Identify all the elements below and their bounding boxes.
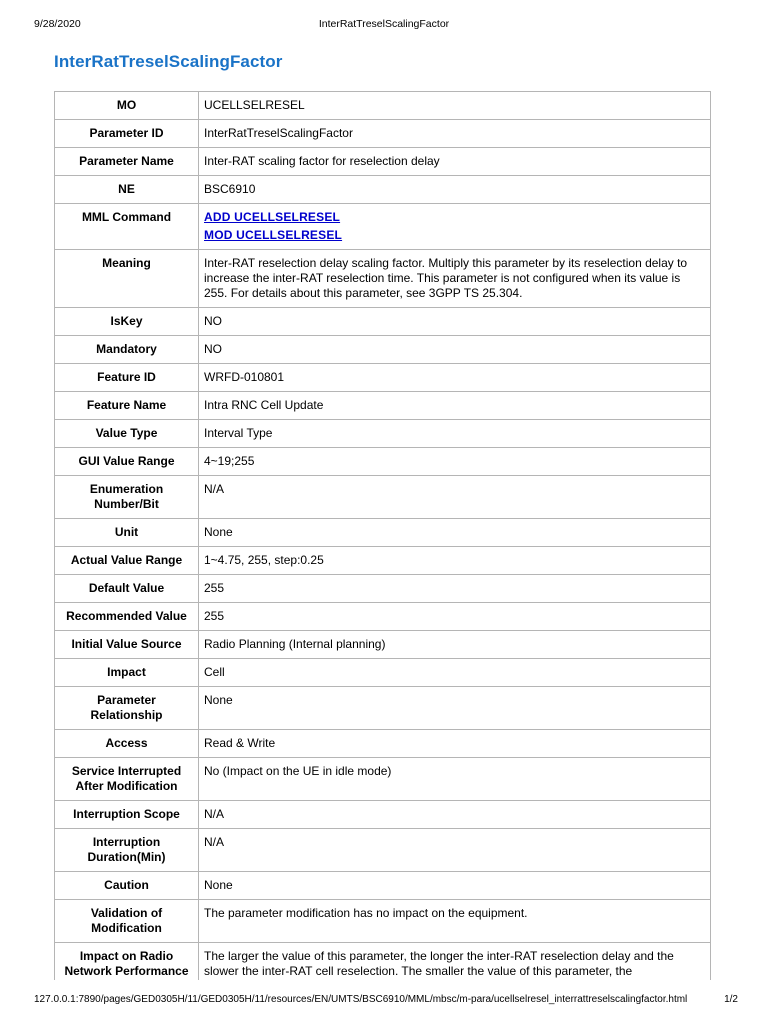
row-value: None	[199, 687, 711, 730]
row-label: Validation of Modification	[55, 900, 199, 943]
page-number: 1/2	[724, 994, 738, 1005]
table-row	[55, 943, 711, 981]
page-url: 127.0.0.1:7890/pages/GED0305H/11/GED0305H/11/resources/EN/UMTS/BSC6910/MML/mbsc/m-para/ucellselresel_interrattreselscalingfactor.html	[34, 994, 688, 1005]
row-value: No (Impact on the UE in idle mode)	[199, 758, 711, 801]
table-row	[55, 575, 711, 603]
row-label: Access	[55, 730, 199, 758]
row-value: WRFD-010801	[199, 364, 711, 392]
table-row	[55, 336, 711, 364]
row-label: Interruption Duration(Min)	[55, 829, 199, 872]
row-value: Radio Planning (Internal planning)	[199, 631, 711, 659]
row-value: UCELLSELRESEL	[199, 92, 711, 120]
row-value: The parameter modification has no impact on the equipment.	[199, 900, 711, 943]
row-label: MO	[55, 92, 199, 120]
table-row	[55, 204, 711, 250]
row-label: Feature ID	[55, 364, 199, 392]
table-row	[55, 250, 711, 308]
row-value: Intra RNC Cell Update	[199, 392, 711, 420]
table-row	[55, 547, 711, 575]
row-value: BSC6910	[199, 176, 711, 204]
table-row	[55, 148, 711, 176]
row-value: Interval Type	[199, 420, 711, 448]
row-label: NE	[55, 176, 199, 204]
mml-command-cell	[199, 204, 711, 250]
mod-ucellselresel-link[interactable]: MOD UCELLSELRESEL	[204, 228, 343, 242]
row-value: None	[199, 519, 711, 547]
row-label: Meaning	[55, 250, 199, 308]
row-value: 1~4.75, 255, step:0.25	[199, 547, 711, 575]
row-label: Service Interrupted After Modification	[55, 758, 199, 801]
row-label: Unit	[55, 519, 199, 547]
print-date: 9/28/2020	[34, 18, 81, 30]
table-row	[55, 476, 711, 519]
row-value: Inter-RAT scaling factor for reselection delay	[199, 148, 711, 176]
table-row	[55, 392, 711, 420]
add-ucellselresel-link[interactable]: ADD UCELLSELRESEL	[204, 210, 341, 224]
table-row	[55, 519, 711, 547]
table-row	[55, 120, 711, 148]
table-row	[55, 659, 711, 687]
row-label: Parameter Relationship	[55, 687, 199, 730]
row-label: Recommended Value	[55, 603, 199, 631]
print-title: InterRatTreselScalingFactor	[318, 18, 450, 30]
row-value: 255	[199, 603, 711, 631]
table-row	[55, 308, 711, 336]
row-label: IsKey	[55, 308, 199, 336]
row-value: Inter-RAT reselection delay scaling factor. Multiply this parameter by its reselection delay to increase the inter-RAT reselection time. This parameter is not configured when its value is 255. For details about this parameter, see 3GPP TS 25.304.	[199, 250, 711, 308]
page-title: InterRatTreselScalingFactor	[54, 52, 283, 71]
row-value: N/A	[199, 476, 711, 519]
row-value: None	[199, 872, 711, 900]
row-label: Feature Name	[55, 392, 199, 420]
row-value: The larger the value of this parameter, the longer the inter-RAT reselection delay and the slower the inter-RAT cell reselection. The smaller the value of this parameter, the	[199, 943, 711, 981]
table-row	[55, 829, 711, 872]
print-footer	[0, 994, 768, 1008]
table-row	[55, 631, 711, 659]
row-value: N/A	[199, 829, 711, 872]
row-label: Caution	[55, 872, 199, 900]
row-label: Parameter Name	[55, 148, 199, 176]
row-label: Parameter ID	[55, 120, 199, 148]
row-label: Actual Value Range	[55, 547, 199, 575]
row-label: Value Type	[55, 420, 199, 448]
row-value: NO	[199, 308, 711, 336]
row-value: NO	[199, 336, 711, 364]
row-value: InterRatTreselScalingFactor	[199, 120, 711, 148]
table-row	[55, 758, 711, 801]
table-row	[55, 801, 711, 829]
table-row	[55, 730, 711, 758]
row-value: Cell	[199, 659, 711, 687]
row-value: N/A	[199, 801, 711, 829]
row-label: Interruption Scope	[55, 801, 199, 829]
table-row	[55, 603, 711, 631]
table-row	[55, 687, 711, 730]
row-label: Impact on Radio Network Performance	[55, 943, 199, 981]
row-value: Read & Write	[199, 730, 711, 758]
row-label: Initial Value Source	[55, 631, 199, 659]
row-label: Default Value	[55, 575, 199, 603]
row-label: GUI Value Range	[55, 448, 199, 476]
row-label: MML Command	[55, 204, 199, 250]
row-label: Enumeration Number/Bit	[55, 476, 199, 519]
row-label: Mandatory	[55, 336, 199, 364]
row-label: Impact	[55, 659, 199, 687]
table-row	[55, 900, 711, 943]
table-row	[55, 872, 711, 900]
table-row	[55, 92, 711, 120]
table-row	[55, 420, 711, 448]
row-value: 255	[199, 575, 711, 603]
parameter-table	[54, 91, 711, 980]
table-row	[55, 176, 711, 204]
row-value: 4~19;255	[199, 448, 711, 476]
table-row	[55, 364, 711, 392]
table-row	[55, 448, 711, 476]
